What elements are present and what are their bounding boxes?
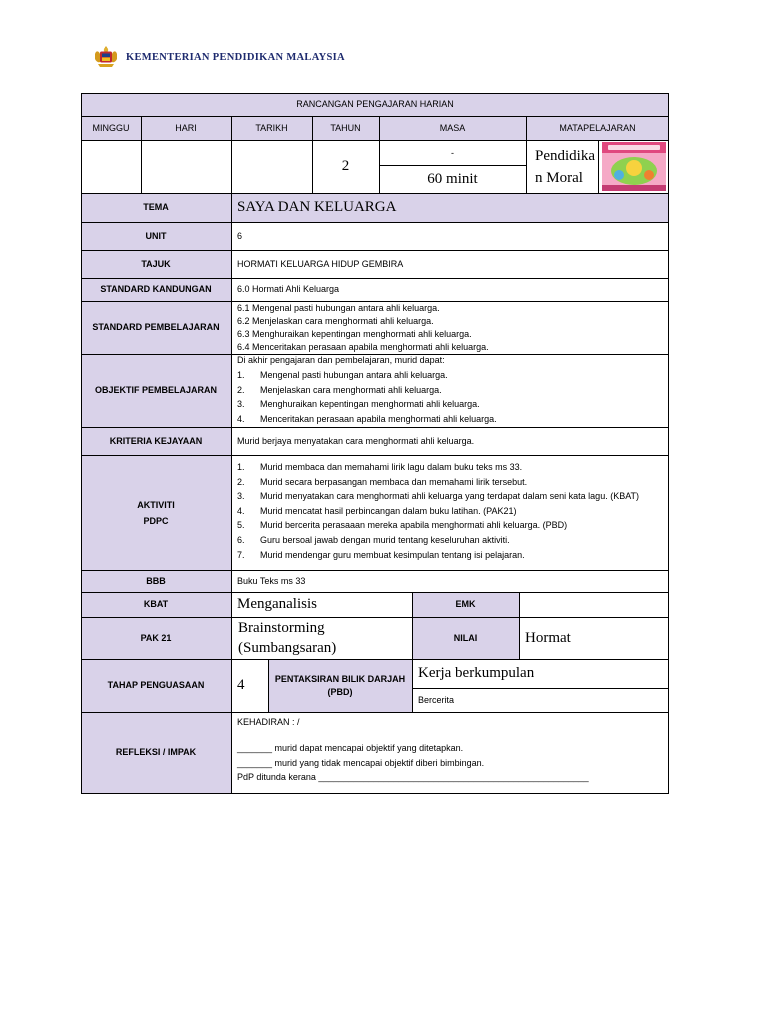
masa-time-value: - (451, 147, 454, 158)
pbd-label (268, 659, 412, 712)
pak21-label: PAK 21 (140, 632, 172, 643)
aktiviti-item: 7. Murid mendengar guru membuat kesimpulan tentang isi pelajaran. (237, 549, 525, 560)
tema-label: TEMA (143, 202, 169, 212)
refleksi-label: REFLEKSI / IMPAK (115, 747, 197, 757)
subject-value: Pendidikan Moral (535, 148, 595, 186)
kriteria-label: KRITERIA KEJAYAAN (109, 435, 203, 446)
aktiviti-label-line1: AKTIVITI (137, 499, 175, 510)
standard-item: 6.1 Mengenal pasti hubungan antara ahli keluarga. (237, 303, 440, 313)
refleksi-kehadiran: KEHADIRAN : / (237, 717, 300, 727)
objektif-item: 4. Menceritakan perasaan apabila menghormati ahli keluarga. (237, 414, 497, 425)
standard-item: 6.4 Menceritakan perasaan apabila menghormati ahli keluarga. (237, 342, 489, 352)
malaysia-coat-of-arms-logo (92, 45, 120, 69)
unit-label: UNIT (145, 230, 167, 241)
col-masa: MASA (439, 122, 466, 133)
tajuk-label: TAJUK (141, 258, 171, 269)
tema-value: SAYA DAN KELUARGA (237, 199, 397, 215)
plan-title: RANCANGAN PENGAJARAN HARIAN (296, 99, 454, 109)
refleksi-line-2: _______ murid yang tidak mencapai objektif diberi bimbingan. (237, 757, 485, 768)
aktiviti-item: 6. Guru bersoal jawab dengan murid tentang keseluruhan aktiviti. (237, 534, 510, 545)
col-minggu: MINGGU (92, 122, 130, 133)
pbd-label-line1: PENTAKSIRAN BILIK DARJAH (274, 673, 406, 684)
standard-pembelajaran-list (237, 302, 665, 354)
tahun-value: 2 (341, 158, 350, 174)
masa-duration-value: 60 minit (427, 170, 478, 187)
col-hari: HARI (175, 122, 197, 133)
tarikh-value (231, 140, 312, 193)
standard-kandungan-value: 6.0 Hormati Ahli Keluarga (237, 284, 340, 294)
objektif-item: 3. Menghuraikan kepentingan menghormati ahli keluarga. (237, 399, 480, 410)
tajuk-value: HORMATI KELUARGA HIDUP GEMBIRA (237, 258, 404, 269)
ministry-name: KEMENTERIAN PENDIDIKAN MALAYSIA (126, 51, 345, 63)
aktiviti-item: 4. Murid mencatat hasil perbincangan dalam buku latihan. (PAK21) (237, 505, 517, 516)
aktiviti-label (81, 455, 231, 570)
pak21-value (238, 618, 410, 658)
objektif-intro: Di akhir pengajaran dan pembelajaran, murid dapat: (237, 355, 445, 365)
aktiviti-item: 3. Murid menyatakan cara menghormati ahli keluarga yang terdapat dalam seni kata lagu. (KBAT) (237, 491, 640, 502)
nilai-value: Hormat (525, 629, 571, 646)
nilai-label: NILAI (453, 632, 478, 643)
refleksi-line-1: _______ murid dapat mencapai objektif yang ditetapkan. (237, 743, 464, 753)
pbd-label-line2: (PBD) (327, 686, 353, 697)
aktiviti-item: 1. Murid membaca dan memahami lirik lagu dalam buku teks ms 33. (237, 462, 523, 472)
textbook-cover-image (602, 142, 666, 191)
kbat-label: KBAT (143, 599, 169, 609)
bbb-value: Buku Teks ms 33 (237, 575, 306, 586)
pak21-value-line1: Brainstorming (238, 620, 325, 636)
aktiviti-item: 2. Murid secara berpasangan membaca dan memahami lirik tersebut. (237, 476, 528, 487)
kbat-value: Menganalisis (237, 596, 317, 612)
emk-label: EMK (455, 599, 476, 609)
objektif-label: OBJEKTIF PEMBELAJARAN (94, 385, 217, 395)
ministry-header (92, 44, 345, 70)
pak21-value-line2: (Sumbangsaran) (238, 640, 337, 656)
pbd-value-1: Kerja berkumpulan (418, 665, 535, 681)
aktiviti-list (237, 460, 665, 562)
minggu-value (81, 140, 141, 193)
aktiviti-label-line2: PDPC (143, 515, 169, 526)
tahap-value: 4 (237, 677, 245, 693)
pbd-value-2: Bercerita (418, 694, 455, 705)
emk-value (519, 592, 669, 617)
tahap-label: TAHAP PENGUASAAN (107, 680, 205, 690)
objektif-list (237, 368, 665, 427)
col-tahun: TAHUN (330, 122, 361, 133)
standard-item: 6.3 Menghuraikan kepentingan menghormati ahli keluarga. (237, 329, 472, 339)
kriteria-value: Murid berjaya menyatakan cara menghormati ahli keluarga. (237, 435, 475, 446)
col-matapelajaran: MATAPELAJARAN (559, 122, 636, 133)
unit-value: 6 (237, 230, 243, 241)
standard-item: 6.2 Menjelaskan cara menghormati ahli keluarga. (237, 316, 434, 326)
aktiviti-item: 5. Murid bercerita perasaaan mereka apabila menghormati ahli keluarga. (PBD) (237, 520, 568, 531)
hari-value (141, 140, 231, 193)
bbb-label: BBB (146, 575, 166, 586)
refleksi-line-3: PdP ditunda kerana ______________________________________________________ (237, 772, 589, 782)
objektif-item: 2. Menjelaskan cara menghormati ahli keluarga. (237, 384, 442, 395)
refleksi-lines (237, 741, 665, 785)
objektif-item: 1. Mengenal pasti hubungan antara ahli keluarga. (237, 370, 448, 380)
standard-pembelajaran-label: STANDARD PEMBELAJARAN (92, 322, 220, 332)
col-tarikh: TARIKH (255, 122, 288, 133)
standard-kandungan-label: STANDARD KANDUNGAN (100, 284, 212, 294)
